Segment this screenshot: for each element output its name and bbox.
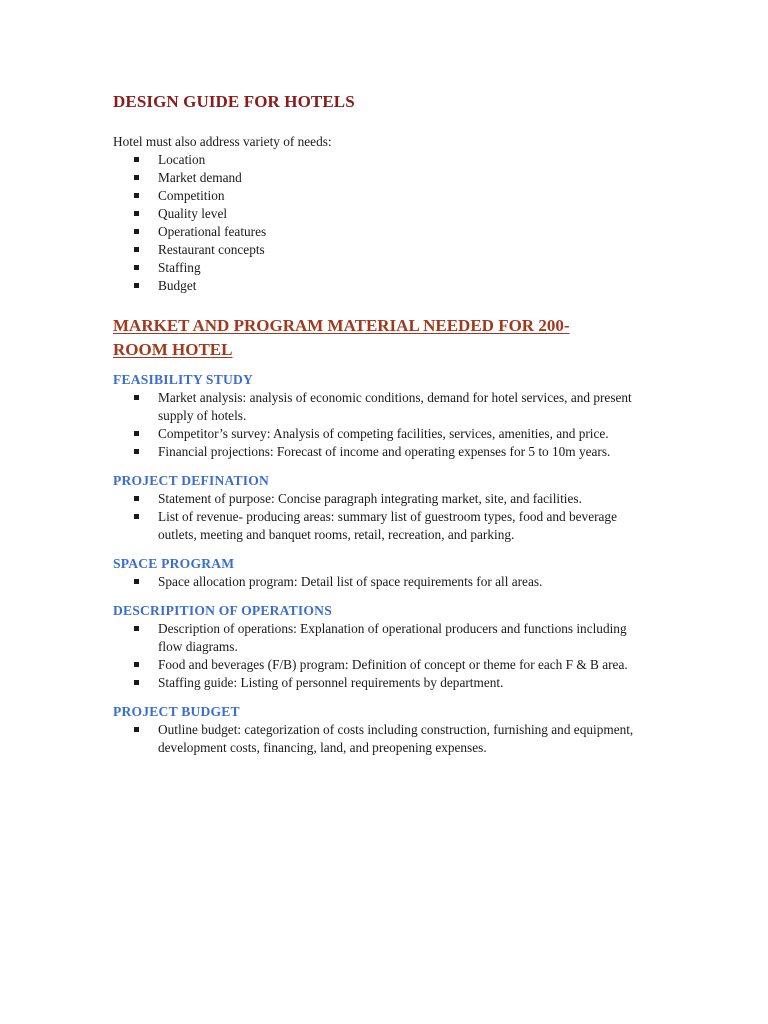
- list-item: Market analysis: analysis of economic conditions, demand for hotel services, and present supply of hotels.: [113, 389, 653, 425]
- list-item: Competitor’s survey: Analysis of competing facilities, services, amenities, and price.: [113, 425, 653, 443]
- document-page: [113, 92, 653, 757]
- list-item: Financial projections: Forecast of income and operating expenses for 5 to 10m years.: [113, 443, 653, 461]
- list-item: Location: [113, 151, 653, 169]
- list-item: Restaurant concepts: [113, 241, 653, 259]
- list-item: Space allocation program: Detail list of space requirements for all areas.: [113, 573, 653, 591]
- intro-text: Hotel must also address variety of needs:: [113, 134, 332, 149]
- list-item: Operational features: [113, 223, 653, 241]
- description-of-operations-heading: DESCRIPITION OF OPERATIONS: [113, 603, 332, 618]
- list-item: Staffing: [113, 259, 653, 277]
- list-item: Budget: [113, 277, 653, 295]
- list-item: Market demand: [113, 169, 653, 187]
- document-title: DESIGN GUIDE FOR HOTELS: [113, 92, 355, 111]
- list-item: Quality level: [113, 205, 653, 223]
- project-definition-list: [113, 490, 653, 544]
- space-program-list: [113, 573, 653, 591]
- needs-list: [113, 151, 653, 295]
- section-heading: MARKET AND PROGRAM MATERIAL NEEDED FOR 200-ROOM HOTEL: [113, 316, 570, 359]
- list-item: List of revenue- producing areas: summary list of guestroom types, food and beverage outlets, meeting and banquet rooms, retail, recreation, and parking.: [113, 508, 653, 544]
- list-item: Description of operations: Explanation of operational producers and functions including flow diagrams.: [113, 620, 653, 656]
- space-program-heading: SPACE PROGRAM: [113, 556, 235, 571]
- list-item: Statement of purpose: Concise paragraph integrating market, site, and facilities.: [113, 490, 653, 508]
- list-item: Food and beverages (F/B) program: Definition of concept or theme for each F & B area.: [113, 656, 653, 674]
- description-of-operations-list: [113, 620, 653, 692]
- list-item: Competition: [113, 187, 653, 205]
- project-budget-list: [113, 721, 653, 757]
- list-item: Staffing guide: Listing of personnel requirements by department.: [113, 674, 653, 692]
- project-definition-heading: PROJECT DEFINATION: [113, 473, 270, 488]
- feasibility-study-heading: FEASIBILITY STUDY: [113, 372, 254, 387]
- list-item: Outline budget: categorization of costs including construction, furnishing and equipment, development costs, financing, land, and preopening expenses.: [113, 721, 653, 757]
- feasibility-study-list: [113, 389, 653, 461]
- project-budget-heading: PROJECT BUDGET: [113, 704, 240, 719]
